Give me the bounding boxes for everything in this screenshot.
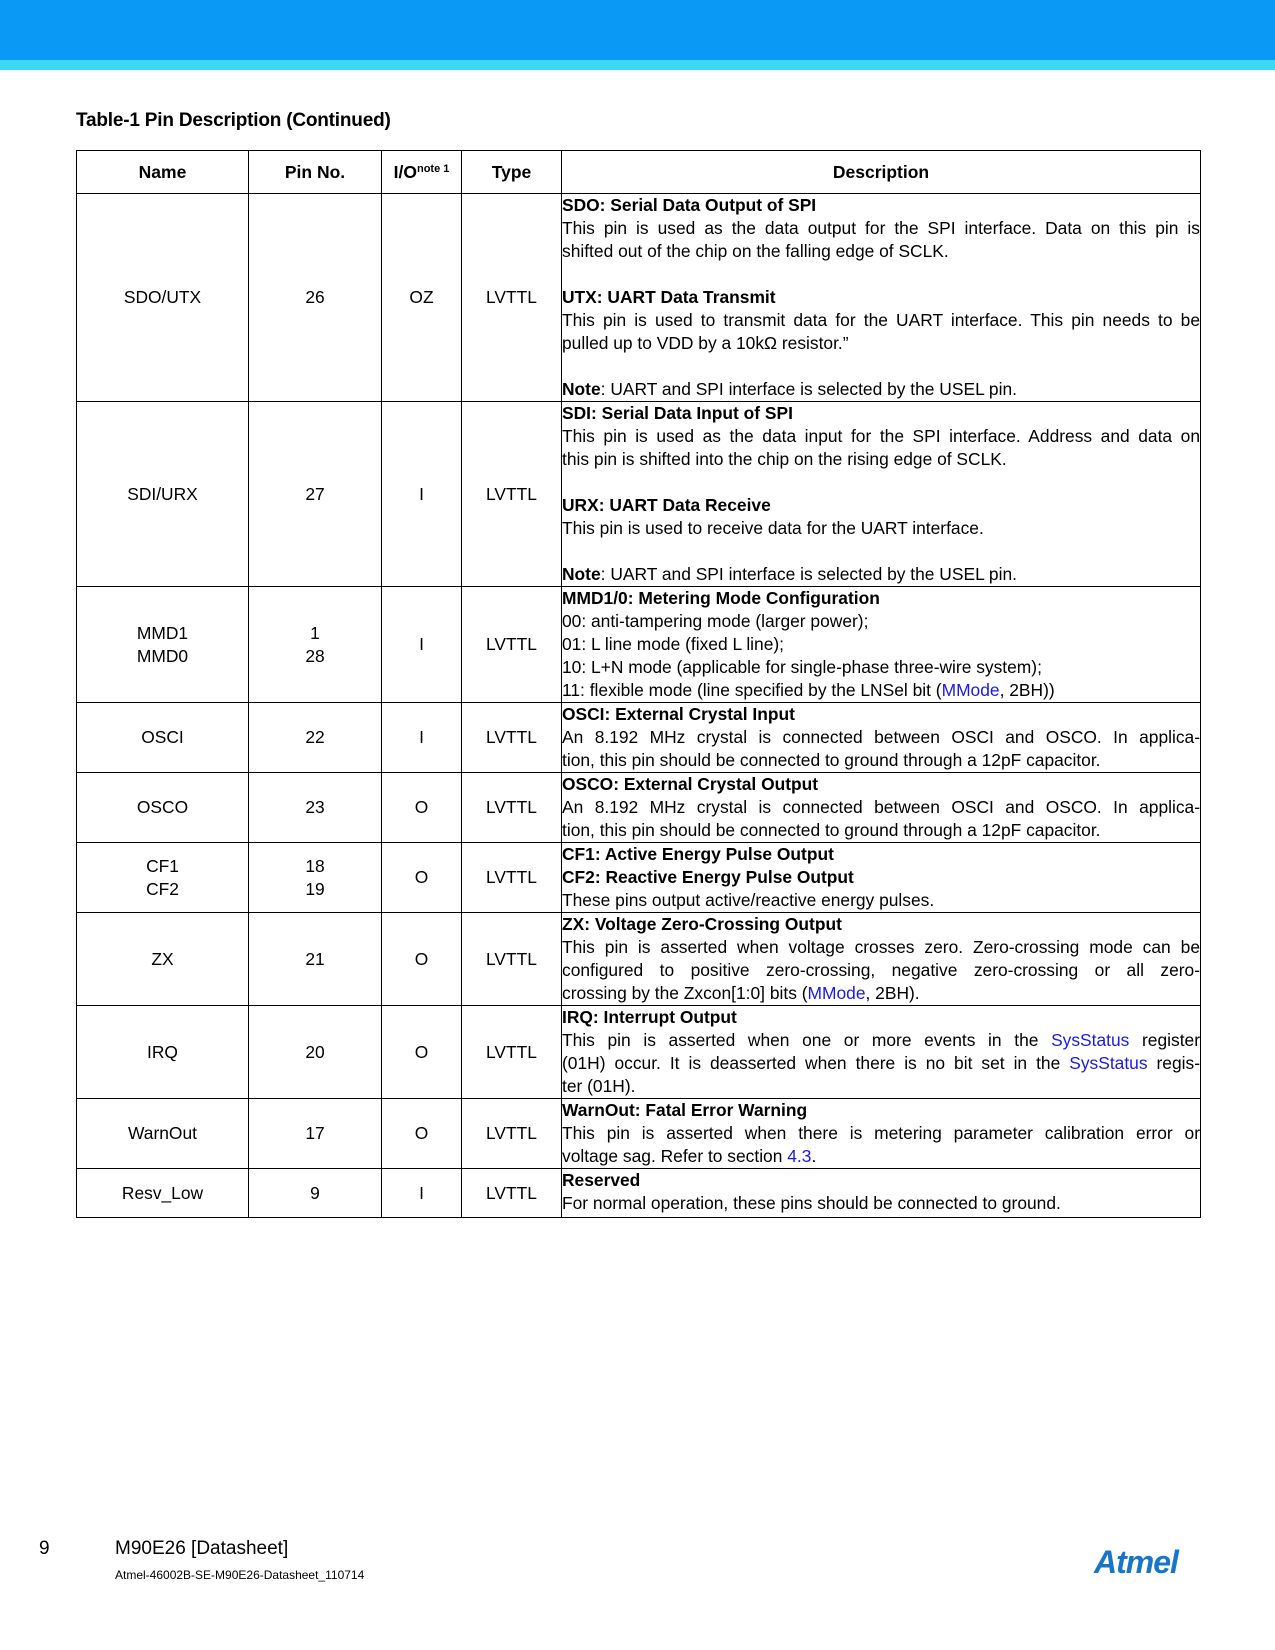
pin-io: I: [382, 1169, 462, 1218]
pin-type: LVTTL: [462, 194, 562, 402]
pin-description: [562, 402, 1201, 587]
footer-doc-id: Atmel-46002B-SE-M90E26-Datasheet_110714: [115, 1568, 365, 1582]
description-line: 01: L line mode (fixed L line);: [562, 634, 785, 654]
pin-number-value: 22: [305, 727, 325, 747]
pin-name: [77, 1099, 249, 1169]
cross-reference-link[interactable]: SysStatus: [1069, 1053, 1148, 1073]
description-text: : UART and SPI interface is selected by the USEL pin.: [600, 379, 1017, 399]
pin-description: [562, 913, 1201, 1006]
table-row: [77, 1169, 1201, 1218]
cross-reference-link[interactable]: MMode: [941, 680, 1000, 700]
pin-name-value: WarnOut: [128, 1123, 197, 1143]
cross-reference-link[interactable]: 4.3: [787, 1146, 812, 1166]
pin-type: LVTTL: [462, 1006, 562, 1099]
pin-name: [77, 773, 249, 843]
pin-type: LVTTL: [462, 1169, 562, 1218]
pin-description: [562, 1169, 1201, 1218]
pin-name-value: ZX: [151, 948, 174, 969]
note-label: Note: [562, 379, 601, 399]
pin-number-value: 23: [305, 797, 325, 817]
pin-description: [562, 1006, 1201, 1099]
pin-name-value: MMD1: [136, 622, 189, 643]
pin-number-value: 1: [310, 622, 320, 643]
description-text: , 2BH).: [865, 983, 920, 1003]
pin-description: [562, 703, 1201, 773]
cross-reference-link[interactable]: SysStatus: [1051, 1030, 1130, 1050]
description-line: 00: anti-tampering mode (larger power);: [562, 611, 869, 631]
description-line: 10: L+N mode (applicable for single-phase three-wire system);: [562, 657, 1042, 677]
header-io-note: note 1: [416, 162, 450, 175]
header-io-label: I/O: [393, 161, 417, 182]
pin-io: O: [382, 773, 462, 843]
pin-name-value: IRQ: [147, 1041, 178, 1062]
pin-description: [562, 587, 1201, 703]
description-line: configured to positive zero-crossing, negative zero-crossing or all zero-: [562, 960, 1200, 980]
pin-number-value: 26: [305, 287, 325, 307]
pin-io: O: [382, 1006, 462, 1099]
description-line: [562, 679, 1200, 702]
pin-number: [249, 1099, 382, 1169]
pin-number: [249, 1169, 382, 1218]
description-heading: Reserved: [562, 1170, 641, 1190]
pin-number-value: 28: [305, 645, 325, 666]
description-line: This pin is used as the data output for the SPI interface. Data on this pin is: [562, 218, 1200, 238]
pin-type: LVTTL: [462, 773, 562, 843]
pin-name: [77, 402, 249, 587]
header-io: [382, 151, 462, 194]
pin-number: [249, 843, 382, 913]
table-title: Table-1 Pin Description (Continued): [76, 110, 391, 131]
description-line: tion, this pin should be connected to ground through a 12pF capacitor.: [562, 750, 1101, 770]
pin-type: LVTTL: [462, 1099, 562, 1169]
pin-number: [249, 913, 382, 1006]
pin-name-value: CF2: [146, 878, 179, 899]
description-line: [562, 1029, 1200, 1052]
pin-number-value: 27: [305, 483, 325, 504]
pin-name-value: SDO/UTX: [123, 287, 202, 307]
pin-name: [77, 703, 249, 773]
table-row: [77, 587, 1201, 703]
header-type: Type: [462, 151, 562, 194]
pin-name-value: OSCI: [141, 727, 184, 747]
description-heading: SDI: Serial Data Input of SPI: [562, 403, 793, 423]
cross-reference-link[interactable]: MMode: [807, 983, 866, 1003]
description-line: An 8.192 MHz crystal is connected between OSCI and OSCO. In applica-: [562, 797, 1200, 817]
pin-name-value: OSCO: [136, 797, 189, 817]
header-name: Name: [77, 151, 249, 194]
description-line: This pin is asserted when there is metering parameter calibration error or: [562, 1123, 1200, 1143]
description-line: This pin is asserted when voltage crosses zero. Zero-crossing mode can be: [562, 937, 1200, 957]
description-line: [562, 982, 1200, 1005]
pin-io: O: [382, 913, 462, 1006]
page-number: 9: [39, 1538, 50, 1559]
pin-type: LVTTL: [462, 913, 562, 1006]
pin-description-table: [76, 150, 1201, 1218]
pin-description: [562, 194, 1201, 402]
pin-type: LVTTL: [462, 703, 562, 773]
pin-number: [249, 1006, 382, 1099]
table-row: [77, 194, 1201, 402]
note-label: Note: [562, 564, 601, 584]
description-text: This pin is asserted when one or more events in the: [562, 1030, 1052, 1050]
table-body: [77, 194, 1201, 1218]
description-heading: IRQ: Interrupt Output: [562, 1007, 737, 1027]
table-row: [77, 1006, 1201, 1099]
description-line: pulled up to VDD by a 10kΩ resistor.”: [562, 333, 849, 353]
description-text: crossing by the Zxcon[1:0] bits (: [562, 983, 808, 1003]
description-line: tion, this pin should be connected to ground through a 12pF capacitor.: [562, 820, 1101, 840]
pin-type: LVTTL: [462, 587, 562, 703]
pin-name: [77, 587, 249, 703]
pin-number: [249, 773, 382, 843]
description-line: For normal operation, these pins should be connected to ground.: [562, 1193, 1061, 1213]
description-heading: OSCO: External Crystal Output: [562, 774, 819, 794]
pin-number-value: 17: [305, 1123, 325, 1143]
description-line: This pin is used to receive data for the UART interface.: [562, 518, 984, 538]
description-heading: URX: UART Data Receive: [562, 495, 771, 515]
pin-name: [77, 1006, 249, 1099]
pin-number-value: 19: [305, 878, 325, 899]
pin-io: I: [382, 587, 462, 703]
table-row: [77, 402, 1201, 587]
table-row: [77, 1099, 1201, 1169]
description-text: , 2BH)): [999, 680, 1055, 700]
header-pin-no: Pin No.: [249, 151, 382, 194]
description-line: this pin is shifted into the chip on the rising edge of SCLK.: [562, 449, 1007, 469]
table-row: [77, 773, 1201, 843]
pin-name: [77, 913, 249, 1006]
description-line: ter (01H).: [562, 1076, 636, 1096]
pin-name: [77, 1169, 249, 1218]
pin-description: [562, 843, 1201, 913]
pin-number-value: 9: [310, 1182, 320, 1203]
table-row: [77, 703, 1201, 773]
description-text: (01H) occur. It is deasserted when there is no bit set in the: [562, 1053, 1070, 1073]
pin-type: LVTTL: [462, 402, 562, 587]
pin-name: [77, 843, 249, 913]
description-line: [562, 378, 1200, 401]
description-text: 11: flexible mode (line specified by the LNSel bit (: [562, 680, 942, 700]
description-line: This pin is used to transmit data for the UART interface. This pin needs to be: [562, 310, 1200, 330]
pin-number: [249, 194, 382, 402]
pin-name: [77, 194, 249, 402]
footer-title: M90E26 [Datasheet]: [115, 1538, 289, 1559]
header-description: Description: [562, 151, 1201, 194]
description-heading: MMD1/0: Metering Mode Configuration: [562, 588, 880, 608]
description-text: : UART and SPI interface is selected by the USEL pin.: [600, 564, 1017, 584]
description-line: [562, 1145, 1200, 1168]
pin-io: O: [382, 1099, 462, 1169]
description-line: This pin is used as the data input for the SPI interface. Address and data on: [562, 426, 1200, 446]
description-line: An 8.192 MHz crystal is connected between OSCI and OSCO. In applica-: [562, 727, 1200, 747]
description-spacer: [562, 263, 1200, 286]
description-line: shifted out of the chip on the falling edge of SCLK.: [562, 241, 949, 261]
pin-name-value: SDI/URX: [127, 483, 198, 504]
header-stripe: [0, 60, 1275, 70]
description-heading: CF1: Active Energy Pulse Output: [562, 844, 834, 864]
table-row: [77, 913, 1201, 1006]
header-bar: [0, 0, 1275, 60]
description-heading: OSCI: External Crystal Input: [562, 704, 795, 724]
description-text: regis-: [1147, 1053, 1200, 1073]
description-heading: ZX: Voltage Zero-Crossing Output: [562, 914, 842, 934]
pin-type: LVTTL: [462, 843, 562, 913]
pin-number-value: 20: [305, 1041, 325, 1062]
description-line: [562, 1052, 1200, 1075]
description-heading: UTX: UART Data Transmit: [562, 287, 776, 307]
description-text: voltage sag. Refer to section: [562, 1146, 788, 1166]
pin-io: OZ: [382, 194, 462, 402]
pin-number-value: 21: [305, 948, 325, 969]
pin-number: [249, 402, 382, 587]
pin-description: [562, 773, 1201, 843]
description-heading: CF2: Reactive Energy Pulse Output: [562, 867, 854, 887]
description-line: These pins output active/reactive energy pulses.: [562, 890, 935, 910]
description-heading: SDO: Serial Data Output of SPI: [562, 195, 817, 215]
pin-number-value: 18: [305, 855, 325, 876]
pin-number: [249, 703, 382, 773]
description-text: .: [811, 1146, 817, 1166]
table-row: [77, 843, 1201, 913]
description-spacer: [562, 355, 1200, 378]
pin-io: I: [382, 703, 462, 773]
pin-name-value: Resv_Low: [121, 1182, 204, 1203]
description-heading: WarnOut: Fatal Error Warning: [562, 1100, 808, 1120]
atmel-logo: Atmel: [1094, 1544, 1178, 1580]
pin-number: [249, 587, 382, 703]
pin-description: [562, 1099, 1201, 1169]
table-header-row: [77, 151, 1201, 194]
description-spacer: [562, 540, 1200, 563]
pin-name-value: CF1: [146, 855, 179, 876]
description-spacer: [562, 471, 1200, 494]
description-text: register: [1129, 1030, 1200, 1050]
description-line: [562, 563, 1200, 586]
pin-name-value: MMD0: [136, 645, 189, 666]
pin-io: O: [382, 843, 462, 913]
pin-io: I: [382, 402, 462, 587]
